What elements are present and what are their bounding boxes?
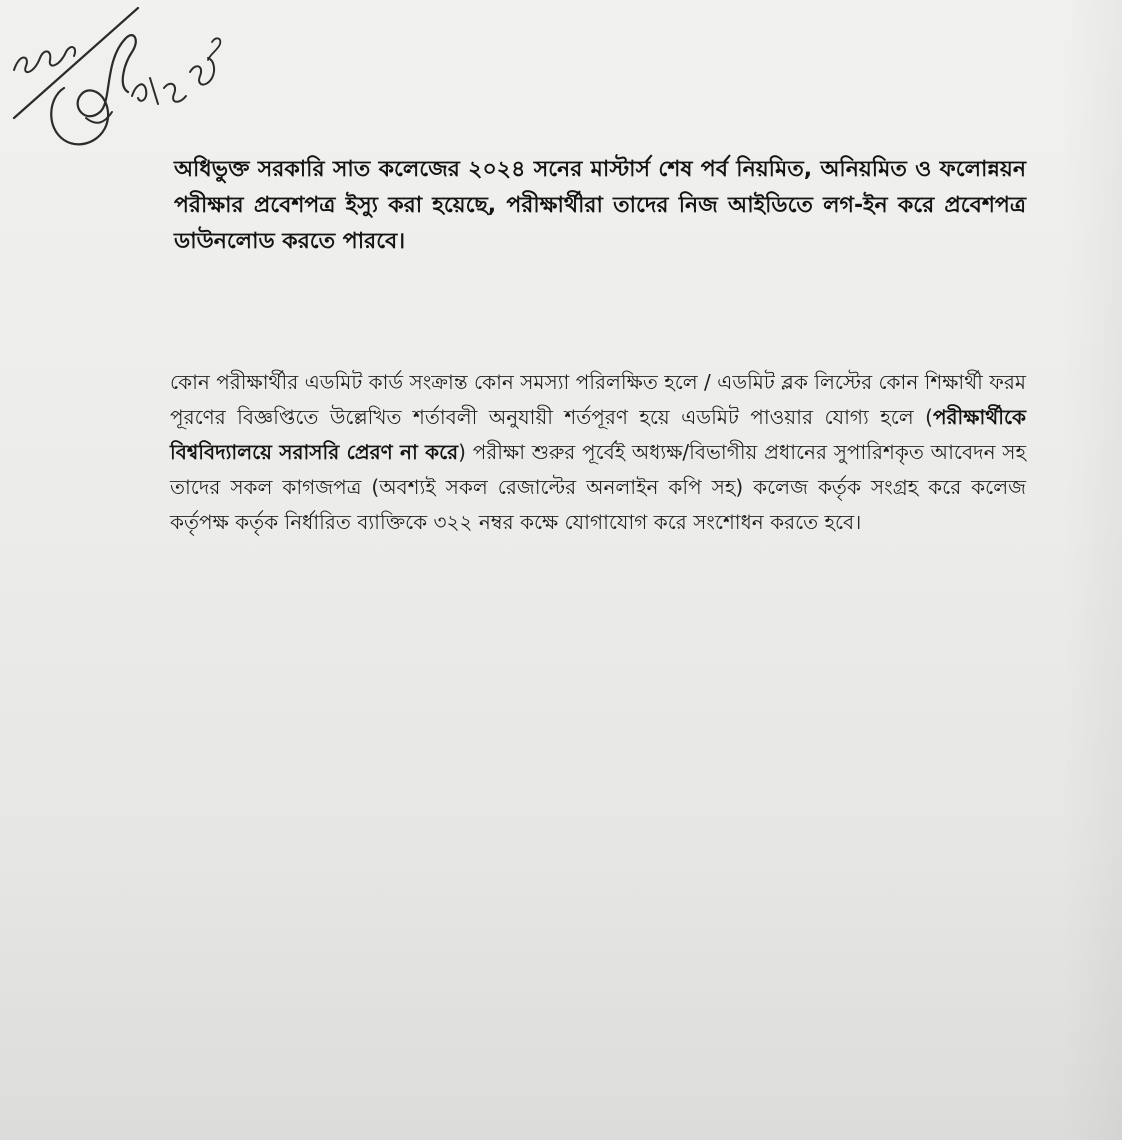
paragraph-emphasis: পরীক্ষার্থীকে বিশ্ববিদ্যালয়ে সরাসরি প্রেরণ না করে [170,405,1026,464]
paragraph-text: ) পরীক্ষা শুরুর পূর্বেই অধ্যক্ষ/বিভাগীয় প্রধানের সুপারিশকৃত আবেদন সহ তাদের সকল কাগজপত্র (অবশ্যই সকল রেজাল্টের অনলাইন কপি সহ) কলেজ কর্তৃক সংগ্রহ করে কলেজ কর্তৃপক্ষ কর্তৃক নির্ধারিত ব্যাক্তিকে ৩২২ নম্বর কক্ষে যোগাযোগ করে সংশোধন করতে হবে। [170,440,1026,534]
handwritten-signature [0,0,260,170]
paragraph-text: কোন পরীক্ষার্থীর এডমিট কার্ড সংক্রান্ত কোন সমস্যা পরিলক্ষিত হলে / এডমিট ব্লক লিস্টের কোন শিক্ষার্থী ফরম পূরণের বিজ্ঞপ্তিতে উল্লেখিত শর্তাবলী অনুযায়ী শর্তপূরণ হয়ে এডমিট পাওয়ার যোগ্য হলে ( [170,370,1026,429]
notice-paragraph-admit-card-issued: অধিভুক্ত সরকারি সাত কলেজের ২০২৪ সনের মাস্টার্স শেষ পর্ব নিয়মিত, অনিয়মিত ও ফলোন্নয়ন পরীক্ষার প্রবেশপত্র ইস্যু করা হয়েছে, পরীক্ষার্থীরা তাদের নিজ আইডিতে লগ-ইন করে প্রবেশপত্র ডাউনলোড করতে পারবে। [174,157,1026,254]
paper-shadow [1062,0,1122,1140]
notice-paragraph-admit-card-problems [170,365,1026,540]
